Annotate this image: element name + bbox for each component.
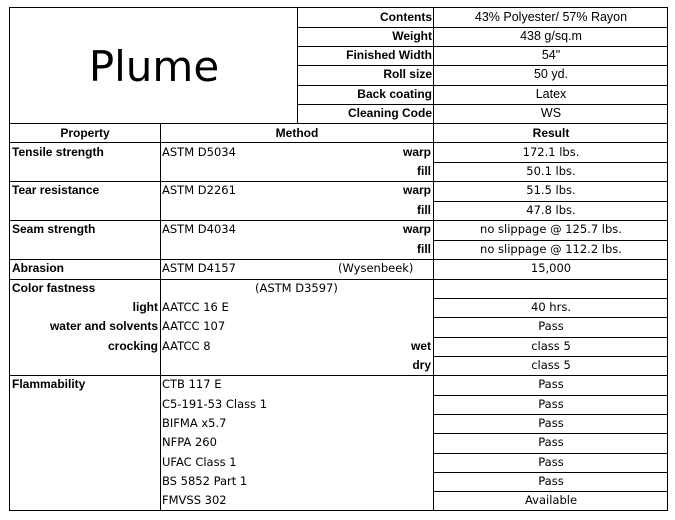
result-ctb-117e: Pass — [538, 377, 564, 391]
property-color-fastness: Color fastness — [12, 281, 96, 295]
result-ufac: Pass — [538, 455, 564, 469]
method-bs-5852: BS 5852 Part 1 — [162, 474, 248, 488]
note-seam-fill: fill — [417, 242, 431, 256]
result-fmvss-302: Available — [524, 493, 578, 507]
result-bs-5852: Pass — [538, 474, 564, 488]
method-fmvss-302: FMVSS 302 — [162, 493, 227, 507]
spec-label-cleaning-code: Cleaning Code — [347, 106, 432, 120]
result-nfpa-260: Pass — [538, 435, 564, 449]
method-seam: ASTM D4034 — [162, 222, 236, 236]
note-tensile-warp: warp — [402, 145, 431, 159]
spec-value-roll-size: 50 yd. — [533, 67, 569, 81]
grid-line-vertical — [433, 7, 434, 124]
grid-line-vertical — [433, 123, 434, 511]
result-seam-fill: no slippage @ 112.2 lbs. — [480, 242, 622, 256]
property-water-solvents: water and solvents — [49, 319, 158, 333]
spec-value-cleaning-code: WS — [540, 106, 562, 120]
property-light: light — [132, 300, 158, 314]
result-tensile-warp: 172.1 lbs. — [522, 145, 580, 159]
header-result: Result — [532, 126, 570, 140]
note-tear-warp: warp — [402, 183, 431, 197]
result-light: 40 hrs. — [531, 300, 571, 314]
method-tear: ASTM D2261 — [162, 183, 236, 197]
note-crocking-dry: dry — [412, 358, 431, 372]
grid-line-vertical — [160, 123, 161, 511]
property-abrasion: Abrasion — [12, 261, 65, 275]
result-bifma: Pass — [538, 416, 564, 430]
result-c5-191-53: Pass — [538, 397, 564, 411]
spec-value-finished-width: 54" — [541, 48, 561, 62]
spec-label-contents: Contents — [380, 10, 432, 24]
method-light: AATCC 16 E — [162, 300, 229, 314]
note-crocking-wet: wet — [410, 339, 431, 353]
result-tear-warp: 51.5 lbs. — [526, 183, 576, 197]
property-crocking: crocking — [107, 339, 158, 353]
product-title: Plume — [88, 42, 220, 91]
result-crocking-dry: class 5 — [531, 358, 571, 372]
method-ctb-117e: CTB 117 E — [162, 377, 222, 391]
result-seam-warp: no slippage @ 125.7 lbs. — [480, 222, 622, 236]
grid-line-horizontal — [9, 510, 668, 511]
note-seam-warp: warp — [402, 222, 431, 236]
result-tensile-fill: 50.1 lbs. — [526, 164, 576, 178]
method-ufac: UFAC Class 1 — [162, 455, 237, 469]
spec-value-back-coating: Latex — [535, 87, 567, 101]
header-method: Method — [275, 126, 319, 140]
spec-value-weight: 438 g/sq.m — [520, 29, 582, 43]
property-tensile-strength: Tensile strength — [12, 145, 104, 159]
method-c5-191-53: C5-191-53 Class 1 — [162, 397, 268, 411]
note-tensile-fill: fill — [417, 164, 431, 178]
result-water-solvents: Pass — [538, 319, 564, 333]
method-tensile: ASTM D5034 — [162, 145, 236, 159]
method-color-fastness: (ASTM D3597) — [255, 281, 338, 295]
result-abrasion: 15,000 — [530, 261, 572, 275]
method-bifma: BIFMA x5.7 — [162, 416, 227, 430]
result-crocking-wet: class 5 — [531, 339, 571, 353]
result-tear-fill: 47.8 lbs. — [526, 203, 576, 217]
spec-label-roll-size: Roll size — [383, 67, 432, 81]
note-abrasion: (Wysenbeek) — [338, 261, 414, 275]
header-property: Property — [60, 126, 110, 140]
method-nfpa-260: NFPA 260 — [162, 435, 217, 449]
property-seam-strength: Seam strength — [12, 222, 96, 236]
method-abrasion: ASTM D4157 — [162, 261, 236, 275]
property-flammability: Flammability — [12, 377, 86, 391]
spec-label-weight: Weight — [392, 29, 432, 43]
spec-value-contents: 43% Polyester/ 57% Rayon — [474, 10, 628, 24]
spec-label-back-coating: Back coating — [357, 87, 432, 101]
property-tear-resistance: Tear resistance — [12, 183, 100, 197]
method-water-solvents: AATCC 107 — [162, 319, 226, 333]
note-tear-fill: fill — [417, 203, 431, 217]
spec-label-finished-width: Finished Width — [346, 48, 432, 62]
method-crocking: AATCC 8 — [162, 339, 211, 353]
